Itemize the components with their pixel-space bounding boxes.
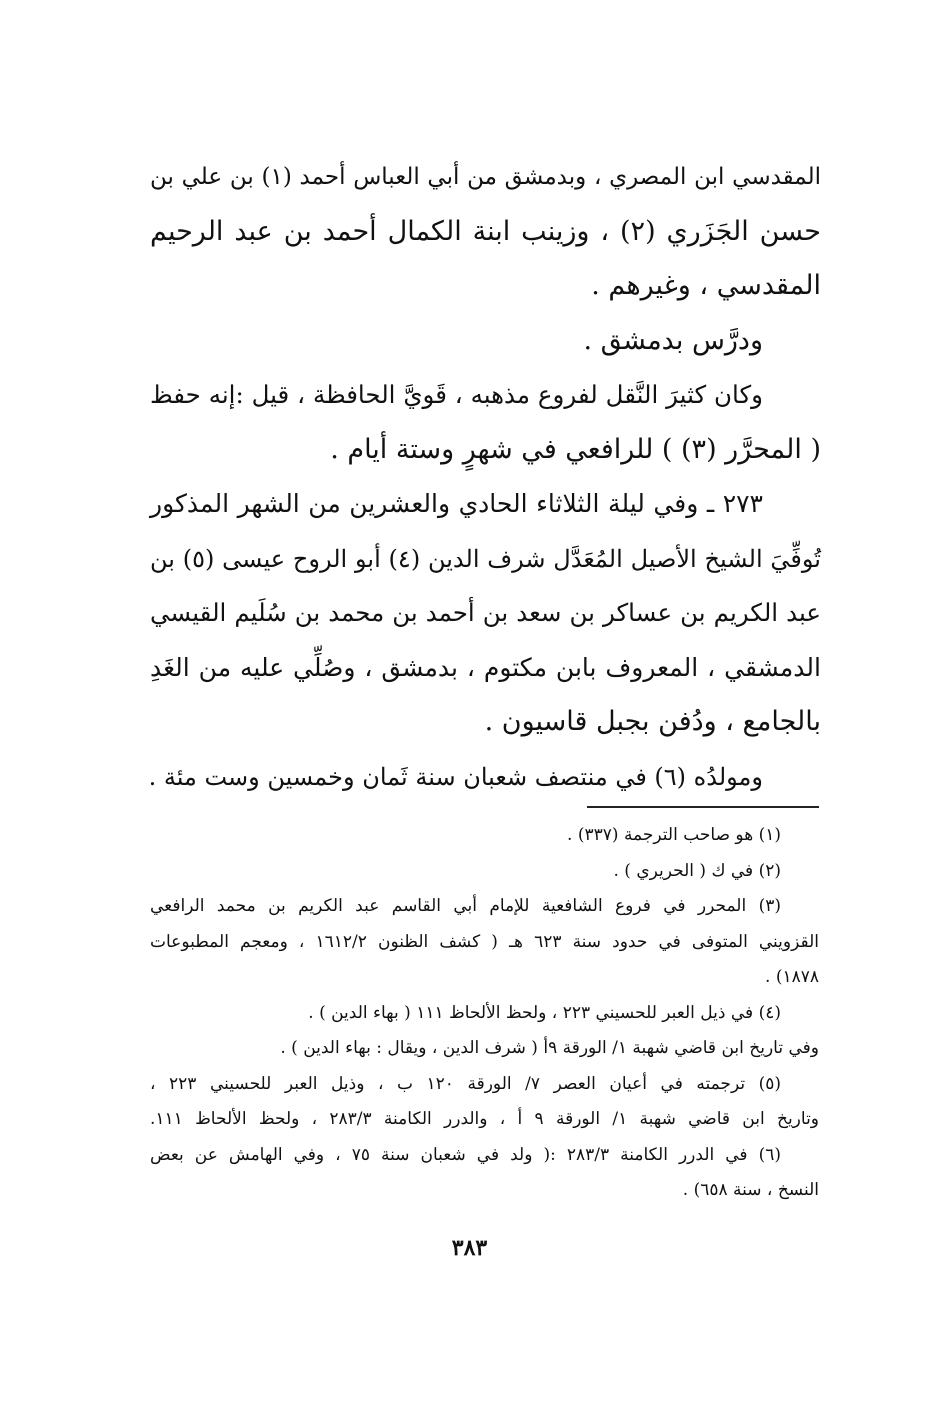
text-line: بالجامع ، ودُفن بجبل قاسيون . xyxy=(484,706,821,737)
footnote-separator xyxy=(587,806,819,808)
text-line: حسن الجَزَري (٢) ، وزينب ابنة الكمال أحمد بن عبد الرحيم xyxy=(150,215,822,247)
footnote-line: القزويني المتوفى في حدود سنة ٦٢٣ هـ ( كشف الظنون ١٦١٢/٢ ، ومعجم المطبوعات xyxy=(150,931,820,952)
footnote-line: (٣) المحرر في فروع الشافعية للإمام أبي القاسم عبد الكريم بن محمد الرافعي xyxy=(150,896,781,916)
footnote-line: وتاريخ ابن قاضي شهبة ١/ الورقة ٩ أ ، والدرر الكامنة ٢٨٣/٣ ، ولحظ الألحاظ ١١١. xyxy=(150,1109,820,1129)
footnote-line: (٥) ترجمته في أعيان العصر ٧/ الورقة ١٢٠ ب ، وذيل العبر للحسيني ٢٢٣ ، xyxy=(150,1073,782,1094)
text-line: ومولدُه (٦) في منتصف شعبان سنة ثَمان وخمسين وست مئة . xyxy=(148,762,763,791)
main-text xyxy=(150,150,821,804)
footnote-line: ١٨٧٨) . xyxy=(765,967,819,987)
page-number: ٣٨٣ xyxy=(451,1235,488,1261)
text-line: تُوفِّيَ الشيخ الأصيل المُعَدَّل شرف الدين (٤) أبو الروح عيسى (٥) بن xyxy=(150,544,821,573)
footnote-line: وفي تاريخ ابن قاضي شهبة ١/ الورقة ٩أ ( شرف الدين ، ويقال : بهاء الدين ) . xyxy=(280,1038,819,1058)
entry-heading-line: ٢٧٣ ـ وفي ليلة الثلاثاء الحادي والعشرين من الشهر المذكور xyxy=(150,489,763,518)
footnote-line: (٦) في الدرر الكامنة ٢٨٣/٣ :( ولد في شعبان سنة ٧٥ ، وفي الهامش عن بعض xyxy=(150,1144,781,1165)
footnote-line: (١) هو صاحب الترجمة (٣٣٧) . xyxy=(567,825,781,845)
footnote-line: النسخ ، سنة ٦٥٨) . xyxy=(682,1180,819,1200)
text-line: ودرَّس بدمشق . xyxy=(583,324,763,356)
footnote-line: (٢) في ك ( الحريري ) . xyxy=(613,860,781,881)
text-line: المقدسي ابن المصري ، وبدمشق من أبي العباس أحمد (١) بن علي بن xyxy=(150,164,822,190)
text-line: المقدسي ، وغيرهم . xyxy=(591,270,821,301)
footnote-line: (٤) في ذيل العبر للحسيني ٢٢٣ ، ولحظ الألحاظ ١١١ ( بهاء الدين ) . xyxy=(308,1002,781,1023)
text-line: ( المحرَّر (٣) ) للرافعي في شهرٍ وستة أيام . xyxy=(330,433,821,465)
text-line: الدمشقي ، المعروف بابن مكتوم ، بدمشق ، وصُلِّي عليه من الغَدِ xyxy=(150,652,821,682)
footnotes xyxy=(150,818,819,1209)
text-line: وكان كثيرَ النَّقل لفروع مذهبه ، قَويَّ الحافظة ، قيل :إنه حفظ xyxy=(150,380,763,409)
text-line: عبد الكريم بن عساكر بن سعد بن أحمد بن محمد بن سُلَيم القيسي xyxy=(150,598,821,627)
